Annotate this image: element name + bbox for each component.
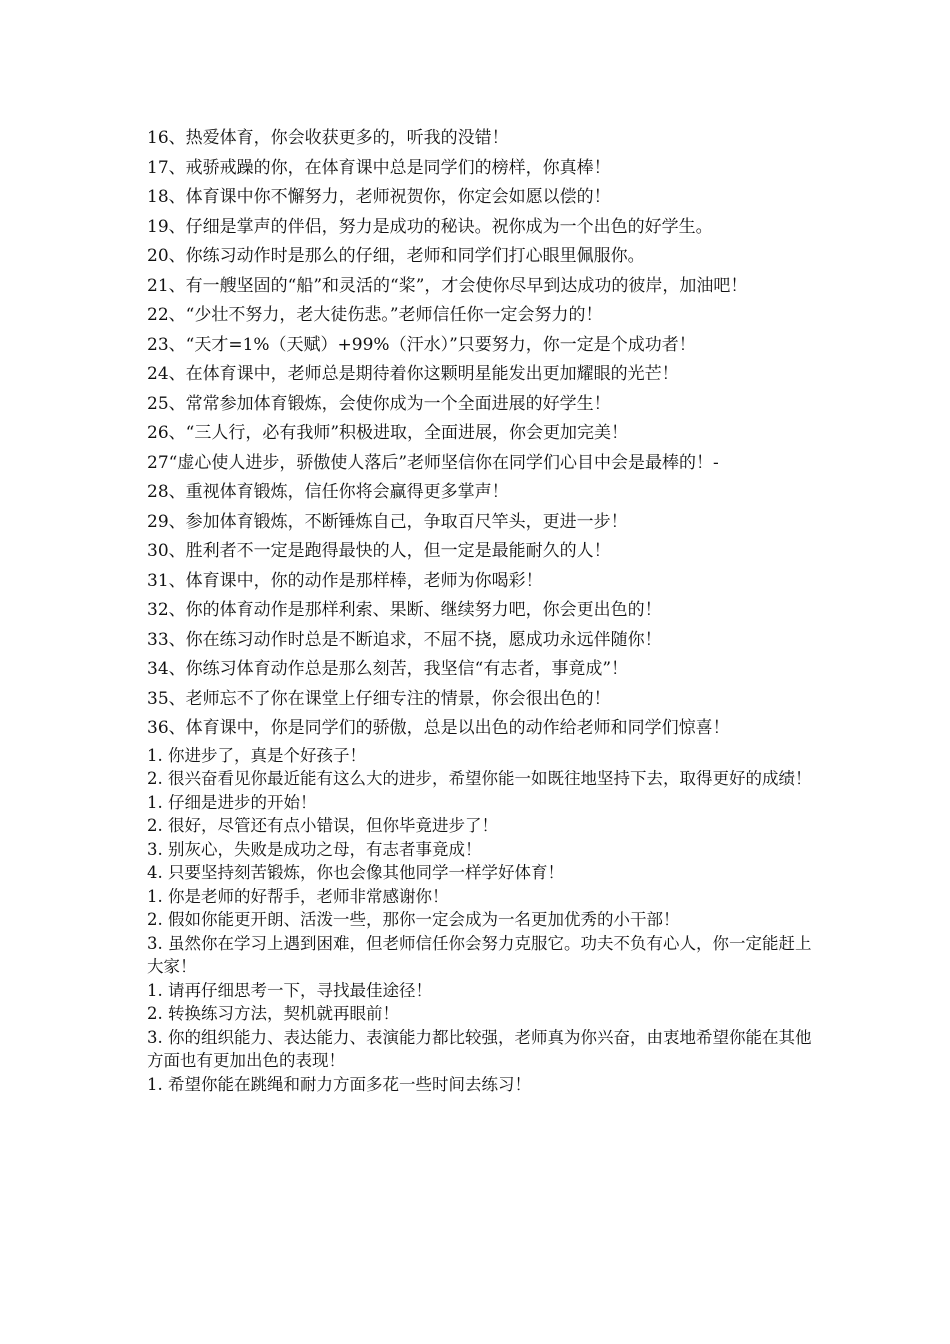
comment-line: 4. 只要坚持刻苦锻炼，你也会像其他同学一样学好体育！ (147, 863, 564, 882)
comment-line: 32、你的体育动作是那样利索、果断、继续努力吧，你会更出色的！ (147, 600, 662, 620)
comment-line: 1. 你进步了，真是个好孩子！ (147, 745, 366, 765)
comment-line: 27“虚心使人进步，骄傲使人落后”老师坚信你在同学们心目中会是最棒的！- (147, 452, 719, 473)
comment-line: 2. 转换练习方法，契机就再眼前！ (147, 1004, 399, 1023)
comment-line: 3. 别灰心，失败是成功之母，有志者事竟成！ (147, 839, 482, 859)
comment-line: 28、重视体育锻炼，信任你将会赢得更多掌声！ (147, 482, 509, 502)
comment-line: 3. 虽然你在学习上遇到困难，但老师信任你会努力克服它。功夫不负有心人，你一定能赶上大家！ (147, 933, 812, 976)
comment-line: 3. 你的组织能力、表达能力、表演能力都比较强，老师真为你兴奋，由衷地希望你能在其他方面也有更加出色的表现！ (147, 1027, 812, 1070)
comment-line: 1. 你是老师的好帮手，老师非常感谢你！ (147, 886, 449, 906)
comments-section-numbered (147, 124, 817, 744)
comment-line: 1. 请再仔细思考一下，寻找最佳途径！ (147, 980, 432, 1000)
comment-line: 20、你练习动作时是那么的仔细，老师和同学们打心眼里佩服你。 (147, 246, 645, 266)
comment-line: 19、仔细是掌声的伴侣，努力是成功的秘诀。祝你成为一个出色的好学生。 (147, 216, 713, 237)
comment-line: 2. 很好，尽管还有点小错误，但你毕竟进步了！ (147, 816, 498, 835)
comment-line: 25、常常参加体育锻炼，会使你成为一个全面进展的好学生！ (147, 393, 611, 414)
comment-line: 23、“天才=1%（天赋）+99%（汗水）”只要努力，你一定是个成功者！ (147, 334, 696, 355)
comment-line: 36、体育课中，你是同学们的骄傲，总是以出色的动作给老师和同学们惊喜！ (147, 718, 730, 738)
comment-line: 26、“三人行，必有我师”积极进取，全面进展，你会更加完美！ (147, 423, 629, 443)
comment-line: 33、你在练习动作时总是不断追求，不屈不挠，愿成功永远伴随你！ (147, 629, 662, 650)
document-content (147, 124, 817, 1096)
comment-line: 21、有一艘坚固的“船”和灵活的“桨”，才会使你尽早到达成功的彼岸，加油吧！ (147, 275, 748, 296)
comment-line: 22、“少壮不努力，老大徒伤悲。”老师信任你一定会努力的！ (147, 305, 603, 325)
comment-line: 29、参加体育锻炼，不断锤炼自己，争取百尺竿头，更进一步！ (147, 511, 628, 532)
comment-line: 18、体育课中你不懈努力，老师祝贺你，你定会如愿以偿的！ (147, 187, 611, 207)
comment-line: 35、老师忘不了你在课堂上仔细专注的情景，你会很出色的！ (147, 688, 611, 709)
comment-line: 30、胜利者不一定是跑得最快的人，但一定是最能耐久的人！ (147, 541, 611, 561)
comment-line: 2. 假如你能更开朗、活泼一些，那你一定会成为一名更加优秀的小干部！ (147, 910, 680, 929)
comment-line: 17、戒骄戒躁的你，在体育课中总是同学们的榜样，你真棒！ (147, 157, 611, 178)
comment-line: 16、热爱体育，你会收获更多的，听我的没错！ (147, 128, 509, 148)
comment-line: 1. 仔细是进步的开始！ (147, 792, 317, 812)
comment-line: 31、体育课中，你的动作是那样棒，老师为你喝彩！ (147, 570, 543, 591)
comment-line: 34、你练习体育动作总是那么刻苦，我坚信“有志者，事竟成”！ (147, 659, 629, 679)
comment-line: 24、在体育课中，老师总是期待着你这颗明星能发出更加耀眼的光芒！ (147, 364, 679, 384)
comment-line: 2. 很兴奋看见你最近能有这么大的进步，希望你能一如既往地坚持下去，取得更好的成绩！ (147, 769, 812, 788)
comment-line: 1. 希望你能在跳绳和耐力方面多花一些时间去练习！ (147, 1074, 531, 1094)
comments-section-dotted (147, 744, 817, 1097)
